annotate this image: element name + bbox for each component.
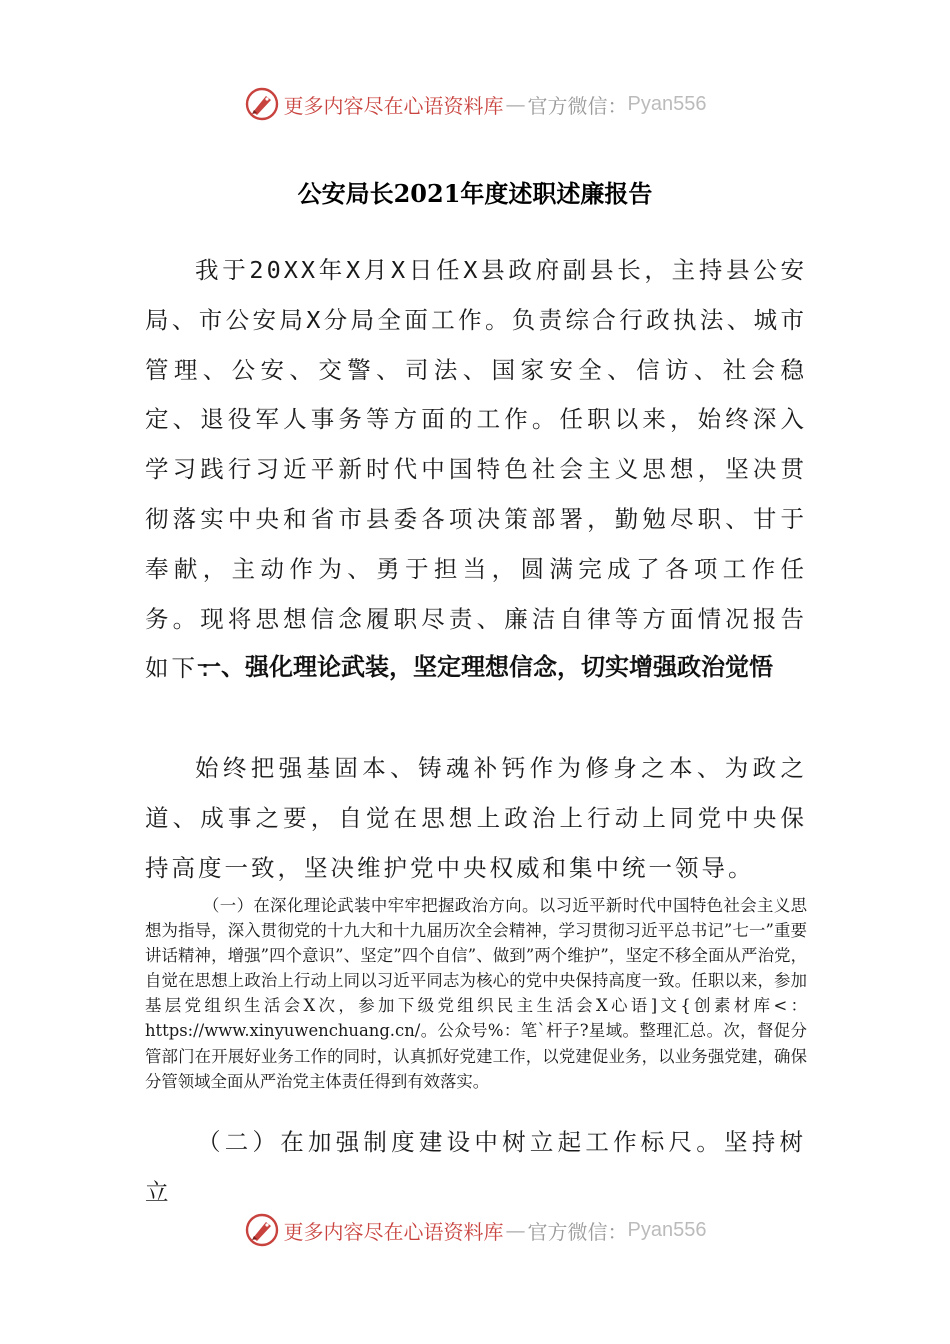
banner-wechat-label: 官方微信：: [527, 1219, 628, 1244]
banner-separator: —: [505, 1218, 526, 1242]
banner-text: 更多内容尽在心语资料库: [283, 93, 504, 118]
subsection-paragraph-2: （二）在加强制度建设中树立起工作标尺。坚持树立: [145, 1128, 807, 1206]
section-paragraph: 始终把强基固本、铸魂补钙作为修身之本、为政之道、成事之要，自觉在思想上政治上行动上同党中央保持高度一致，坚决维护党中央权威和集中统一领导。: [145, 754, 807, 882]
pen-nib-logo-icon: [244, 1212, 280, 1248]
pen-nib-logo-icon: [244, 86, 280, 122]
footer-banner: [0, 1210, 950, 1250]
banner-separator: —: [505, 92, 526, 116]
section-heading-1: 一、强化理论武装，坚定理想信念，切实增强政治觉悟: [197, 653, 773, 681]
banner-text: 更多内容尽在心语资料库: [283, 1219, 504, 1244]
document-title: 公安局长2021年度述职述廉报告: [297, 179, 653, 208]
header-banner: [0, 84, 950, 124]
banner-wechat-label: 官方微信：: [527, 93, 628, 118]
intro-paragraph: 我于20XX年X月X日任X县政府副县长，主持县公安局、市公安局X分局全面工作。负责综合行政执法、城市管理、公安、交警、司法、国家安全、信访、社会稳定、退役军人事务等方面的工作。任职以来，始终深入学习践行习近平新时代中国特色社会主义思想，坚决贯彻落实中央和省市县委各项决策部署，勤勉尽职、甘于奉献，主动作为、勇于担当，圆满完成了各项工作任务。现将思想信念履职尽责、廉洁自律等方面情况报告如下:: [145, 256, 807, 683]
banner-wechat-id: Pyan556: [627, 92, 707, 115]
subsection-paragraph-1: （一）在深化理论武装中牢牢把握政治方向。以习近平新时代中国特色社会主义思想为指导，深入贯彻党的十九大和十九届历次全会精神，学习贯彻习近平总书记”七一”重要讲话精神，增强”四个意识”、坚定”四个自信”、做到”两个维护”，坚定不移全面从严治党，自觉在思想上政治上行动上同以习近平同志为核心的党中央保持高度一致。任职以来，参加基层党组织生活会X次，参加下级党组织民主生活会X心语]文{创素材库<：https://www.xinyuwenchuang.cn/。公众号%：笔`杆子?星域。整理汇总。次，督促分管部门在开展好业务工作的同时，认真抓好党建工作，以党建促业务，以业务强党建，确保分管领域全面从严治党主体责任得到有效落实。: [145, 896, 807, 1091]
banner-wechat-id: Pyan556: [627, 1218, 707, 1241]
